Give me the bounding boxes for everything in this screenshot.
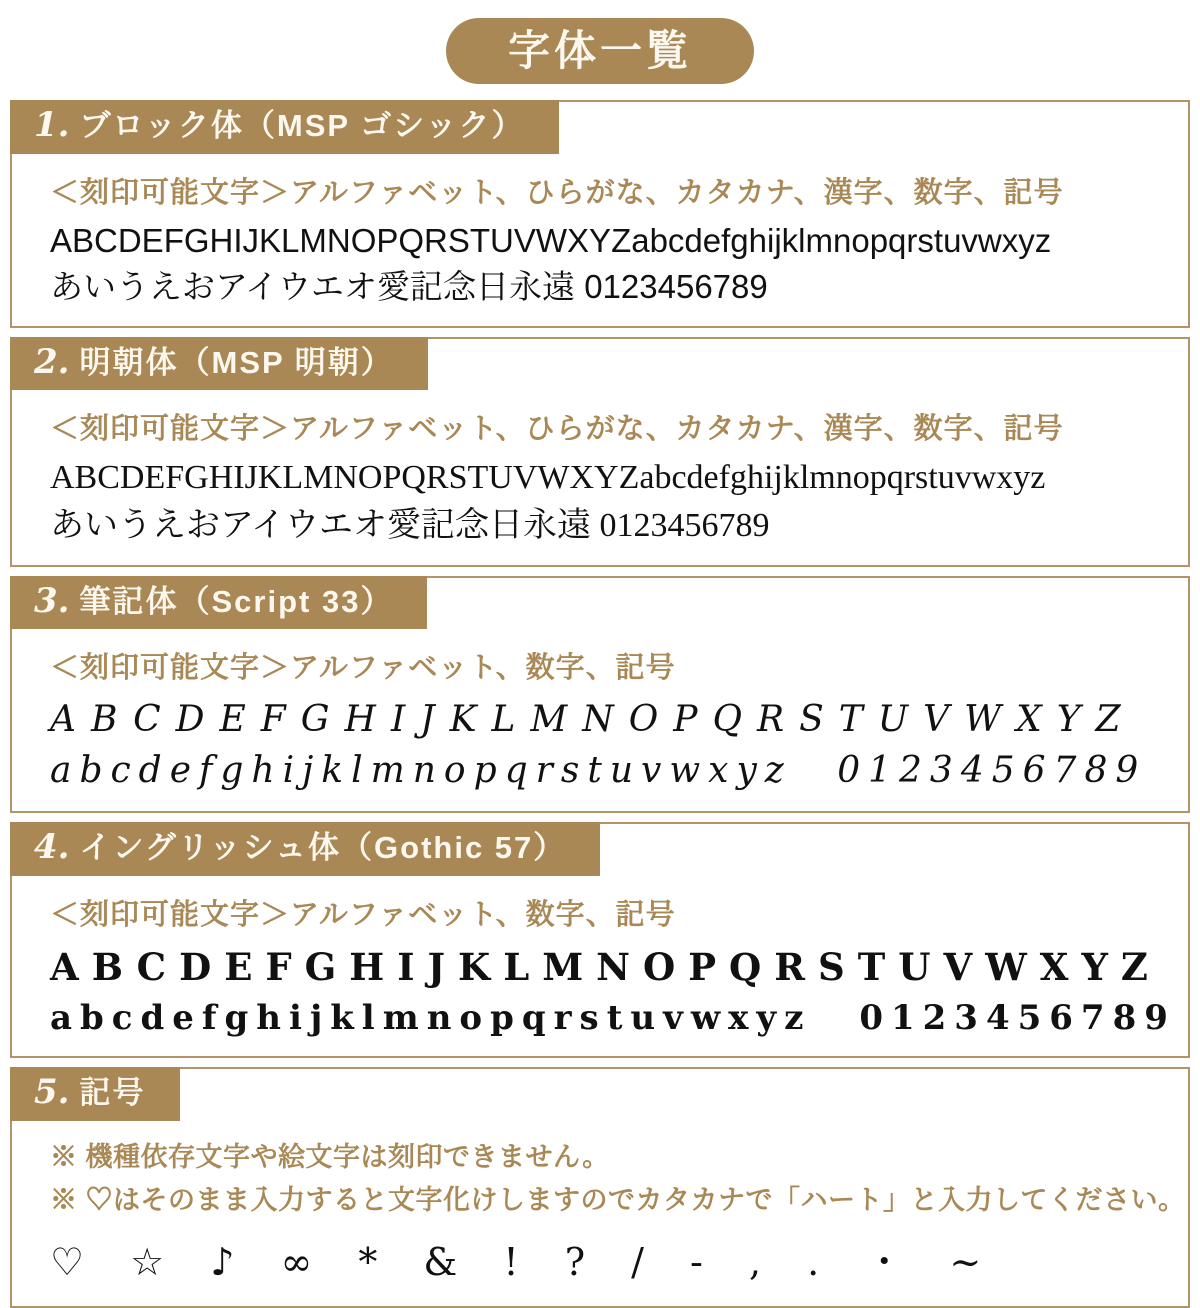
available-symbols-row: ♡ ☆ ♪ ∞ * & ! ? / - , . ・ ~ [50, 1239, 982, 1284]
section-4-header [10, 822, 600, 875]
section-1-title: ブロック体（MSP ゴシック） [79, 108, 525, 144]
section-3-content [12, 629, 1188, 811]
section-script [10, 576, 1190, 813]
section-block-gothic [10, 100, 1190, 327]
section-4-title: イングリッシュ体（Gothic 57） [79, 830, 567, 866]
section-3-allowed-chars: ＜刻印可能文字＞アルファベット、数字、記号 [50, 652, 676, 685]
section-4-sample-uppercase: ABCDEFGHIJKLMNOPQRSTUVWXYZ [50, 944, 1161, 989]
section-2-sample-kana: あいうえおアイウエオ愛記念日永遠 0123456789 [50, 506, 770, 544]
section-4-sample-lowercase-digits: abcdefghijklmnopqrstuvwxyz 0123456789 [50, 998, 1176, 1039]
section-3-number: 3. [34, 580, 70, 621]
section-5-content [12, 1121, 1188, 1306]
section-1-sample-kana: あいうえおアイウエオ愛記念日永遠 0123456789 [50, 268, 768, 306]
section-2-allowed-chars: ＜刻印可能文字＞アルファベット、ひらがな、カタカナ、漢字、数字、記号 [50, 413, 1064, 446]
section-3-title: 筆記体（Script 33） [79, 583, 394, 619]
page-title: 字体一覧 [507, 27, 692, 74]
section-5-number: 5. [34, 1072, 70, 1113]
section-4-allowed-chars: ＜刻印可能文字＞アルファベット、数字、記号 [50, 898, 676, 931]
section-3-header [10, 576, 427, 629]
section-5-title: 記号 [79, 1075, 146, 1111]
section-2-number: 2. [34, 341, 70, 382]
section-english-blackletter [10, 822, 1190, 1058]
symbols-note-dependent-chars: ※ 機種依存文字や絵文字は刻印できません。 [50, 1141, 610, 1172]
section-2-content [12, 390, 1188, 565]
section-1-content [12, 154, 1188, 326]
section-4-number: 4. [34, 827, 70, 868]
section-1-header [10, 100, 559, 153]
symbols-note-heart-input: ※ ♡はそのまま入力すると文字化けしますのでカタカナで「ハート」と入力してください。 [50, 1184, 1186, 1215]
section-1-sample-latin: ABCDEFGHIJKLMNOPQRSTUVWXYZabcdefghijklmnopqrstuvwxyz [50, 221, 1052, 259]
section-2-header [10, 337, 428, 390]
section-1-allowed-chars: ＜刻印可能文字＞アルファベット、ひらがな、カタカナ、漢字、数字、記号 [50, 176, 1064, 209]
section-2-title: 明朝体（MSP 明朝） [79, 344, 394, 380]
page-title-badge [446, 18, 754, 84]
section-4-content [12, 876, 1188, 1057]
section-3-sample-lowercase-digits: abcdefghijklmnopqrstuvwxyz 0123456789 [50, 750, 1147, 792]
section-2-sample-latin: ABCDEFGHIJKLMNOPQRSTUVWXYZabcdefghijklmnopqrstuvwxyz [50, 459, 1046, 497]
section-1-number: 1. [34, 105, 70, 146]
section-symbols [10, 1067, 1190, 1307]
section-3-sample-uppercase: ABCDEFGHIJKLMNOPQRSTUVWXYZ [50, 699, 1136, 741]
section-5-header [10, 1067, 180, 1120]
section-mincho [10, 337, 1190, 567]
